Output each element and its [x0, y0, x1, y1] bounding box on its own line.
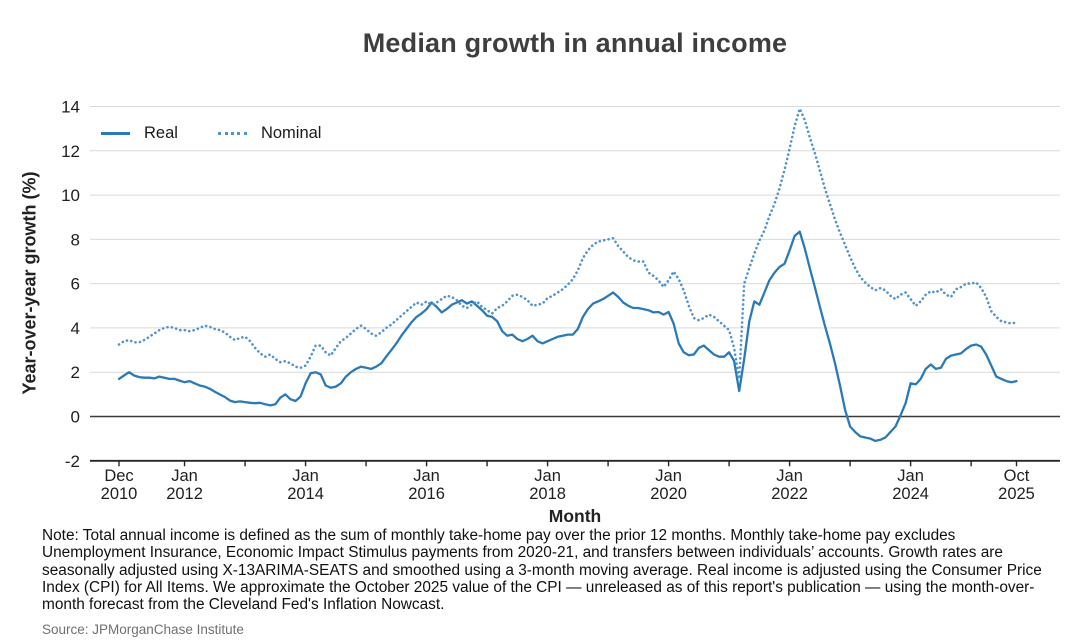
x-tick-label: Oct: [1003, 467, 1030, 485]
y-tick-label: 0: [70, 407, 80, 427]
legend-label-nominal: Nominal: [260, 124, 322, 142]
legend-item-nominal: [218, 124, 322, 143]
x-tick-label: Jan: [171, 467, 198, 485]
real-line-swatch-icon: [101, 132, 130, 135]
x-tick-label: 2016: [408, 485, 445, 503]
y-tick-label: 14: [61, 97, 80, 117]
x-tick-label: 2014: [287, 485, 324, 503]
y-tick-label: 6: [70, 274, 80, 294]
x-tick-label: 2020: [650, 485, 687, 503]
x-tick-label: Jan: [413, 467, 440, 485]
x-tick-label: Jan: [655, 467, 682, 485]
x-tick-label: Dec: [104, 467, 134, 485]
y-tick-label: 12: [61, 141, 80, 161]
legend-label-real: Real: [144, 124, 178, 142]
y-tick-label: 2: [70, 363, 80, 383]
y-tick-label: 8: [70, 230, 80, 250]
chart-note: Note: Total annual income is defined as the sum of monthly take-home pay over the prior 12 months. Monthly take-home pay excludes Unemployment Insurance, Economic Impact Stimulus payments from 2020-21, and transfers between individuals’ accounts. Growth rates are seasonally adjusted using X-13ARIMA-SEATS and smoothed using a 3-month moving average. Real income is adjusted using the Consumer Price Index (CPI) for All Items. We approximate the October 2025 value of the CPI — unreleased as of this report's publication — using the month-over-month forecast from the Cleveland Fed's Inflation Nowcast.: [42, 527, 1042, 614]
y-tick-label: 4: [70, 318, 80, 338]
x-tick-label: Jan: [897, 467, 924, 485]
x-tick-label: Jan: [776, 467, 803, 485]
x-tick-label: 2018: [529, 485, 566, 503]
x-tick-label: 2024: [892, 485, 929, 503]
x-tick-label: Jan: [292, 467, 319, 485]
real-series-line: [119, 232, 1017, 441]
y-axis-title: Year-over-year growth (%): [19, 171, 40, 395]
x-tick-label: 2012: [166, 485, 203, 503]
x-tick-label: 2022: [771, 485, 808, 503]
y-tick-label: -2: [64, 451, 80, 471]
legend-item-real: [101, 124, 178, 143]
chart-title: Median growth in annual income: [362, 28, 788, 58]
nominal-series-line: [119, 109, 1017, 379]
y-tick-label: 10: [61, 186, 80, 206]
nominal-line-swatch-icon: [218, 132, 247, 135]
x-axis-title: Month: [548, 506, 602, 526]
legend: [101, 124, 321, 143]
x-tick-label: Jan: [534, 467, 561, 485]
chart-source: Source: JPMorganChase Institute: [42, 622, 244, 637]
x-tick-label: 2010: [100, 485, 138, 503]
x-tick-label: 2025: [998, 485, 1035, 503]
